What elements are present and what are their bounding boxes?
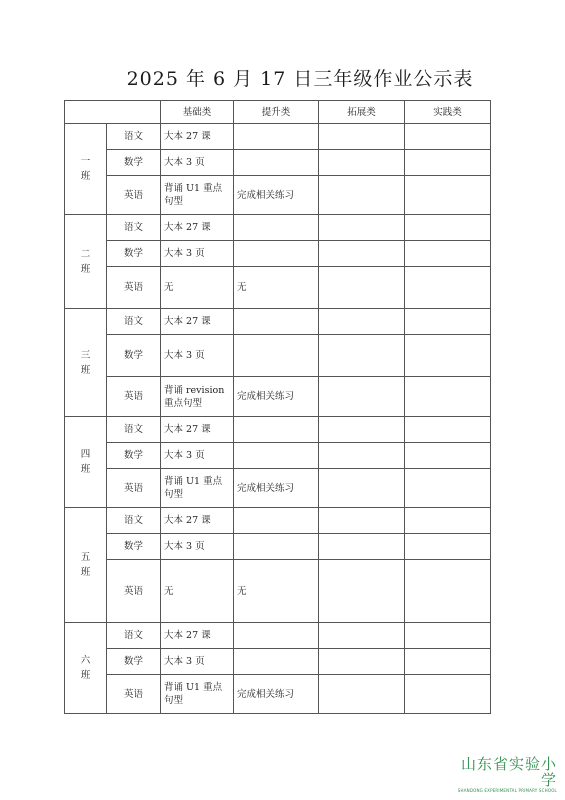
practice-cell [405,150,491,176]
basic-cell: 无 [161,267,234,309]
practice-cell [405,335,491,377]
subject-cell: 数学 [107,534,161,560]
table-row [65,241,491,267]
class-suffix: 班 [80,670,91,681]
subject-cell: 英语 [107,176,161,215]
class-suffix: 班 [80,263,91,275]
basic-cell: 背诵 U1 重点句型 [161,469,234,508]
school-english-name: SHANDONG EXPERIMENTAL PRIMARY SCHOOL [457,788,557,793]
practice-cell [405,124,491,150]
extended-cell [319,534,405,560]
table-row [65,623,491,649]
subject-cell: 语文 [107,124,161,150]
table-row [65,309,491,335]
class-label-2 [65,215,107,309]
header-extended: 拓展类 [319,101,405,124]
advanced-cell [234,508,319,534]
table-row [65,649,491,675]
table-row [65,443,491,469]
basic-cell: 背诵 U1 重点句型 [161,675,234,714]
extended-cell [319,377,405,417]
practice-cell [405,309,491,335]
basic-cell: 大本 27 课 [161,623,234,649]
practice-cell [405,508,491,534]
advanced-cell: 完成相关练习 [234,176,319,215]
class-number: 六 [80,655,91,666]
header-corner [65,101,161,124]
practice-cell [405,649,491,675]
advanced-cell: 无 [234,560,319,623]
table-row [65,150,491,176]
basic-cell: 大本 27 课 [161,508,234,534]
subject-cell: 数学 [107,335,161,377]
practice-cell [405,675,491,714]
homework-table [64,100,491,714]
subject-cell: 语文 [107,309,161,335]
extended-cell [319,267,405,309]
class-label-3 [65,309,107,417]
practice-cell [405,215,491,241]
advanced-cell [234,215,319,241]
table-row [65,675,491,714]
practice-cell [405,469,491,508]
advanced-cell: 完成相关练习 [234,469,319,508]
subject-cell: 英语 [107,469,161,508]
basic-cell: 背诵 revision 重点句型 [161,377,234,417]
extended-cell [319,469,405,508]
advanced-cell [234,534,319,560]
class-suffix: 班 [80,464,91,475]
advanced-cell: 无 [234,267,319,309]
extended-cell [319,124,405,150]
advanced-cell [234,309,319,335]
basic-cell: 大本 27 课 [161,215,234,241]
subject-cell: 英语 [107,377,161,417]
extended-cell [319,176,405,215]
page-title: 2025 年 6 月 17 日三年级作业公示表 [126,68,474,90]
subject-cell: 英语 [107,675,161,714]
practice-cell [405,241,491,267]
extended-cell [319,675,405,714]
subject-cell: 数学 [107,649,161,675]
basic-cell: 大本 3 页 [161,150,234,176]
advanced-cell: 完成相关练习 [234,377,319,417]
basic-cell: 大本 27 课 [161,417,234,443]
class-suffix: 班 [80,567,91,578]
basic-cell: 大本 3 页 [161,443,234,469]
extended-cell [319,150,405,176]
basic-cell: 大本 3 页 [161,241,234,267]
practice-cell [405,623,491,649]
basic-cell: 大本 3 页 [161,649,234,675]
extended-cell [319,560,405,623]
class-number: 二 [80,248,91,260]
school-logo [447,756,557,794]
table-row [65,417,491,443]
extended-cell [319,309,405,335]
table-row [65,560,491,623]
class-suffix: 班 [80,171,91,182]
class-label-5 [65,508,107,623]
extended-cell [319,508,405,534]
header-row [65,101,491,124]
practice-cell [405,443,491,469]
advanced-cell [234,417,319,443]
header-advanced: 提升类 [234,101,319,124]
table-row [65,469,491,508]
practice-cell [405,417,491,443]
subject-cell: 英语 [107,267,161,309]
table-row [65,124,491,150]
table-row [65,508,491,534]
practice-cell [405,267,491,309]
extended-cell [319,649,405,675]
extended-cell [319,623,405,649]
advanced-cell [234,649,319,675]
practice-cell [405,560,491,623]
subject-cell: 数学 [107,443,161,469]
class-number: 一 [80,156,91,167]
table-row [65,215,491,241]
class-suffix: 班 [80,364,91,376]
basic-cell: 大本 27 课 [161,124,234,150]
subject-cell: 语文 [107,623,161,649]
subject-cell: 数学 [107,241,161,267]
class-number: 三 [80,349,91,361]
table-row [65,534,491,560]
practice-cell [405,534,491,560]
school-name: 山东省实验小学 [460,755,557,789]
advanced-cell [234,150,319,176]
class-number: 五 [80,552,91,563]
class-label-6 [65,623,107,714]
subject-cell: 数学 [107,150,161,176]
practice-cell [405,176,491,215]
extended-cell [319,417,405,443]
header-practice: 实践类 [405,101,491,124]
practice-cell [405,377,491,417]
class-label-1 [65,124,107,215]
subject-cell: 语文 [107,215,161,241]
table-row [65,267,491,309]
subject-cell: 语文 [107,417,161,443]
basic-cell: 无 [161,560,234,623]
class-number: 四 [80,449,91,460]
subject-cell: 语文 [107,508,161,534]
advanced-cell [234,623,319,649]
extended-cell [319,335,405,377]
table-row [65,176,491,215]
basic-cell: 大本 3 页 [161,534,234,560]
class-label-4 [65,417,107,508]
advanced-cell: 完成相关练习 [234,675,319,714]
extended-cell [319,443,405,469]
header-basic: 基础类 [161,101,234,124]
basic-cell: 大本 27 课 [161,309,234,335]
extended-cell [319,215,405,241]
extended-cell [319,241,405,267]
advanced-cell [234,241,319,267]
table-row [65,335,491,377]
subject-cell: 英语 [107,560,161,623]
advanced-cell [234,443,319,469]
basic-cell: 大本 3 页 [161,335,234,377]
advanced-cell [234,335,319,377]
basic-cell: 背诵 U1 重点句型 [161,176,234,215]
table-row [65,377,491,417]
advanced-cell [234,124,319,150]
